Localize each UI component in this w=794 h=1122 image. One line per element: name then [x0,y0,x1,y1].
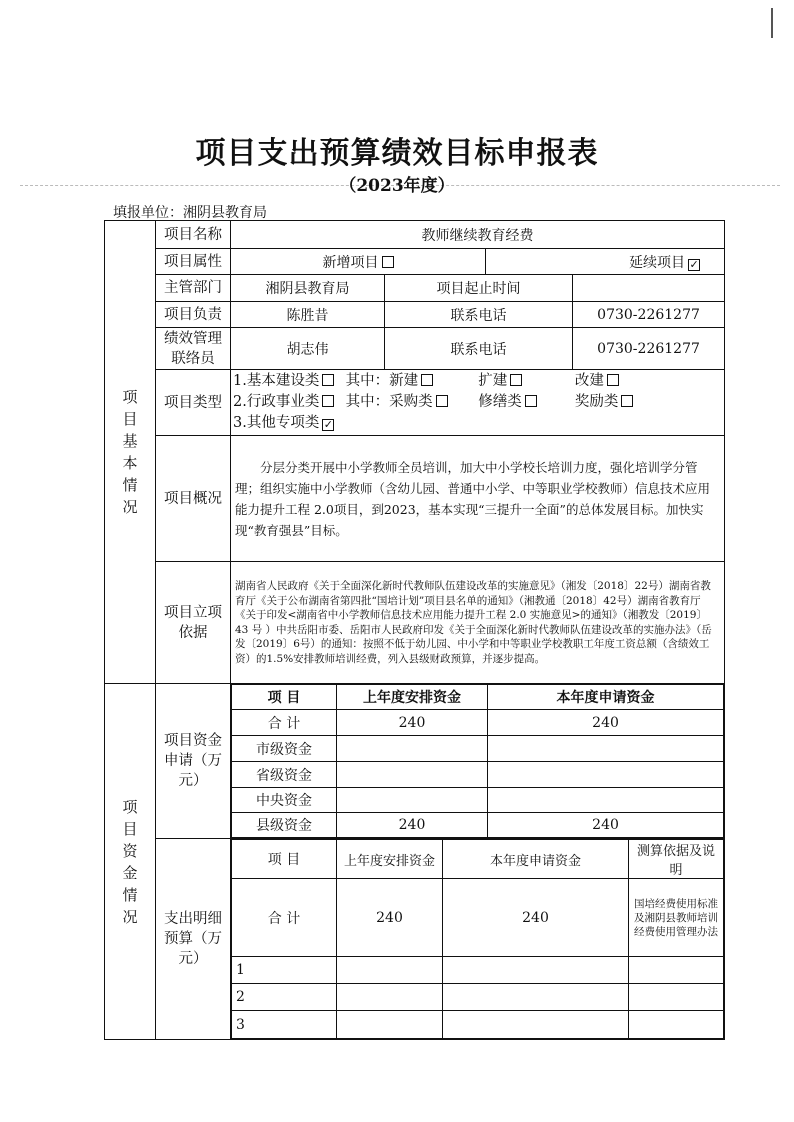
table-row: 县级资金 240 240 [232,813,724,838]
checkbox-icon[interactable] [382,256,394,268]
checkbox-icon[interactable] [607,374,619,386]
type-row: 3.其他专项类 ✓ [233,415,333,431]
type-row: 2.行政事业类 其中：采购类 修缮类 奖励类 [233,392,720,413]
checkbox-icon[interactable] [322,374,334,386]
page-title: 项目支出预算绩效目标申报表 [195,136,599,171]
basic-section-label: 项 目 基 本 情 况 [105,221,156,684]
checkbox-icon[interactable] [525,395,537,407]
liaison-phone-value: 0730-2261277 [573,328,725,370]
table-row: 省级资金 [232,762,724,788]
checkbox-icon[interactable] [322,395,334,407]
fund-apply-table [231,684,724,838]
liaison-phone-label: 联系电话 [385,328,573,370]
table-row: 合 计 240 240 国培经费使用标准及湘阴县教师培训经费使用管理办法 [232,879,724,957]
attr-new-option: 新增项目 [231,249,486,275]
table-row: 2 [232,984,724,1011]
owner-phone-value: 0730-2261277 [573,302,725,328]
checkbox-icon[interactable] [421,374,433,386]
detail-header-last: 上年度安排资金 [337,840,443,879]
fund-apply-table-cell [231,684,725,839]
basis-text: 湖南省人民政府《关于全面深化新时代教师队伍建设改革的实施意见》（湘发〔2018〕22号）湖南省教育厅《关于公布湖南省第四批“国培计划”项目县名单的通知》（湘教通〔2018〕42号）湖南省教育厅《关于印发<湖南省中小学教师信息技术应用能力提升工程 2.0 实施意见>的通知》（湘教发〔2019〕43 号 ）中共岳阳市委、岳阳市人民政府印发《关于全面深化新时代教师队伍建设改革的实施办法》（岳发〔2019〕6号）的通知：按照不低于幼儿园、中小学和中等职业学校教职工年度工资总额（含绩效工资）的1.5%安排教师培训经费，列入县级财政预算，并逐步提高。 [231,562,725,684]
basis-label: 项目立项 依据 [156,562,231,684]
reporting-unit: 填报单位：湘阴县教育局 [113,205,267,221]
attr-continue-option: 延续项目 ✓ [486,249,725,275]
dept-label: 主管部门 [156,275,231,302]
funds-section-label: 项 目 资 金 情 况 [105,684,156,1040]
liaison-label: 绩效管理 联络员 [156,328,231,370]
table-row: 3 [232,1011,724,1039]
apply-header-this: 本年度申请资金 [488,685,724,710]
checkbox-checked-icon[interactable]: ✓ [689,257,699,271]
project-name-label: 项目名称 [156,221,231,249]
project-type-options [231,370,725,436]
period-label: 项目起止时间 [385,275,573,302]
project-attr-label: 项目属性 [156,249,231,275]
apply-header-item: 项 目 [232,685,337,710]
type-row: 1.基本建设类 其中：新建 扩建 改建 [233,371,720,392]
fund-apply-label: 项目资金 申请（万 元） [156,684,231,839]
detail-budget-table [231,839,724,1039]
detail-header-this: 本年度申请资金 [443,840,629,879]
liaison-value: 胡志伟 [231,328,385,370]
owner-value: 陈胜昔 [231,302,385,328]
checkbox-icon[interactable] [621,395,633,407]
project-name-value: 教师继续教育经费 [231,221,725,249]
dept-value: 湘阴县教育局 [231,275,385,302]
summary-text: 分层分类开展中小学教师全员培训，加大中小学校长培训力度，强化培训学分管理；组织实施中小学教师（含幼儿园、普通中小学、中等职业学校教师）信息技术应用能力提升工程 2.0项目，到2023，基本实现“三提升一全面”的总体发展目标。加快实现“教育强县”目标。 [231,436,725,562]
checkbox-checked-icon[interactable]: ✓ [323,418,333,431]
detail-header-item: 项 目 [232,840,337,879]
checkbox-icon[interactable] [510,374,522,386]
table-row: 市级资金 [232,736,724,762]
detail-header-note: 测算依据及说明 [629,840,724,879]
owner-label: 项目负责 [156,302,231,328]
report-year: （2023年度） [339,176,455,196]
table-row: 合 计 240 240 [232,710,724,736]
summary-label: 项目概况 [156,436,231,562]
table-row: 1 [232,957,724,984]
detail-table-cell [231,839,725,1040]
budget-form-table [104,220,725,1040]
owner-phone-label: 联系电话 [385,302,573,328]
scan-edge-mark [771,8,779,38]
table-row: 中央资金 [232,788,724,813]
checkbox-icon[interactable] [436,395,448,407]
detail-budget-label: 支出明细 预算（万 元） [156,839,231,1040]
project-type-label: 项目类型 [156,370,231,436]
period-value [573,275,725,302]
apply-header-last: 上年度安排资金 [337,685,488,710]
